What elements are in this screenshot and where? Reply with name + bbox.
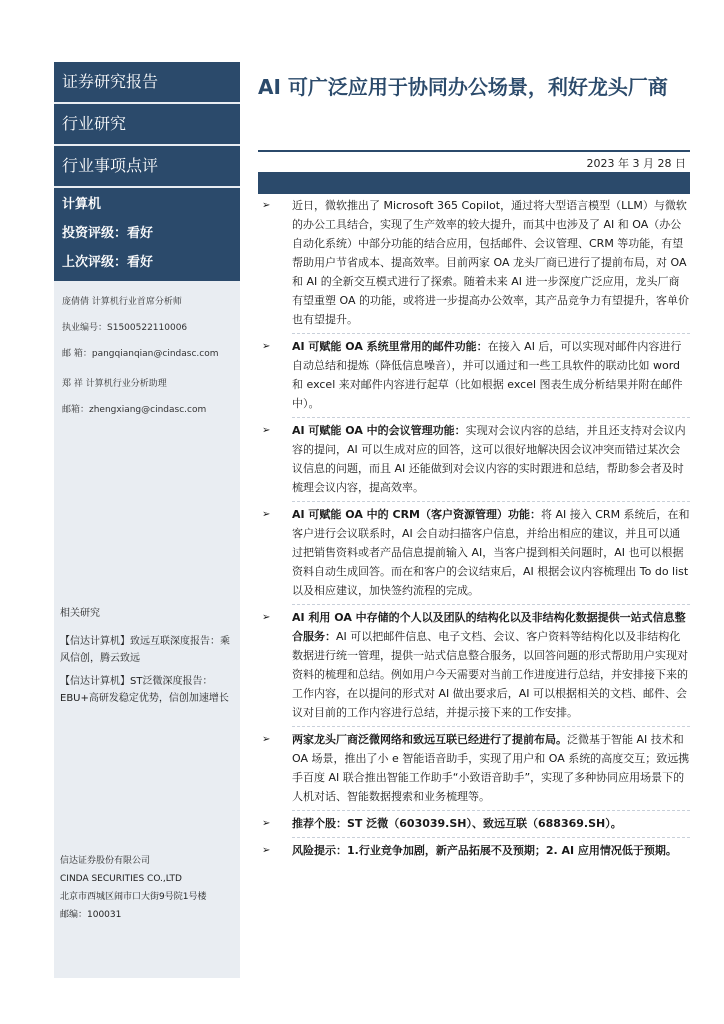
company-postcode: 邮编：100031 (60, 910, 122, 920)
bullet-lead: AI 可赋能 OA 中的会议管理功能： (292, 424, 466, 437)
company-en: CINDA SECURITIES CO.,LTD (60, 874, 182, 884)
arrow-bullet-icon: ➢ (262, 612, 271, 623)
bullet-divider (292, 333, 690, 334)
bullet-lead: 风险提示： (292, 844, 347, 857)
bullet-divider (292, 604, 690, 605)
bullet-text: 将 AI 接入 CRM 系统后，在和客户进行会议联系时，AI 会自动扫描客户信息，并给出相应的建议，并且可以通过把销售资料或者产品信息提前输入 AI，当客户提到相关问题时，AI 也可以根据资料自动生成回答。而在和客户的会议结束后，AI 根据会议内容梳理出 To do list 以及相应建议，加快签约流程的完成。 (292, 508, 690, 597)
prev-rating: 上次评级：看好 (62, 255, 154, 270)
bullet-divider (292, 837, 690, 838)
bullet-lead: AI 可赋能 OA 系统里常用的邮件功能： (292, 340, 488, 353)
arrow-bullet-icon: ➢ (262, 425, 271, 436)
company-address: 北京市西城区闹市口大街9号院1号楼 (60, 892, 207, 902)
rating: 投资评级：看好 (62, 226, 154, 241)
bullet-lead: AI 可赋能 OA 中的 CRM（客户资源管理）功能： (292, 508, 541, 521)
bullet-lead: 两家龙头厂商泛微网络和致远互联已经进行了提前布局。 (292, 733, 567, 746)
bullet-text: AI 可以把邮件信息、电子文档、会议、客户资料等结构化以及非结构化数据进行统一管理，提供一站式信息整合服务，以回答问题的形式帮助用户实现对资料的梳理和总结。例如用户今天需要对当前工作进度进行总结，并安排接下来的工作内容，在以提问的形式对 AI 做出要求后，AI 可以根据相关的文档、邮件、会议对目前的工作内容进行总结，并提示接下来的工作安排。 (292, 630, 688, 719)
bullet-paragraph (262, 505, 690, 600)
related-title: 相关研究 (60, 608, 100, 619)
bullet-divider (292, 501, 690, 502)
bullet-divider (292, 417, 690, 418)
analyst-2-email: 邮箱：zhengxiang@cindasc.com (62, 405, 207, 415)
category: 行业研究 (54, 104, 240, 144)
bullet-paragraph (262, 421, 690, 497)
bullet-text: 在接入 AI 后，可以实现对邮件内容进行自动总结和提炼（降低信息噪音），并可以通过和一些工具软件的联动比如 word 和 excel 来对邮件内容进行起草（比如根据 excel 图表生成分析结果并附在邮件中）。 (292, 340, 683, 410)
bullet-paragraph (262, 196, 690, 329)
related-item[interactable]: 【信达计算机】致远互联深度报告：乘风信创，腾云致远 (60, 636, 230, 664)
bullet-divider (292, 726, 690, 727)
bullet-text: 近日，微软推出了 Microsoft 365 Copilot，通过将大型语言模型（LLM）与微软的办公工具结合，实现了生产效率的较大提升，而其中也涉及了 AI 和 OA（办公自动化系统）中部分功能的结合应用，包括邮件、会议管理、CRM 等功能，有望帮助用户节省成本、提高效率。目前两家 OA 龙头厂商已进行了提前布局，对 OA 和 AI 的全新交互模式进行了探索。随着未来 AI 进一步深度广泛应用，龙头厂商有望重塑 OA 的功能，或将进一步提高办公效率，其产品竞争力有望提升，客单价也有望提升。 (292, 199, 689, 326)
company-name: 信达证券股份有限公司 (60, 856, 151, 866)
analyst-2-title: 郑 祥 计算机行业分析助理 (62, 379, 167, 389)
analyst-1-license: 执业编号：S1500522110006 (62, 323, 188, 333)
bullet-paragraph (262, 608, 690, 722)
industry: 计算机 (62, 197, 102, 212)
company-info (54, 852, 240, 924)
analyst-info (54, 295, 240, 417)
bullet-paragraph (262, 337, 690, 413)
report-type: 证券研究报告 (54, 62, 240, 102)
arrow-bullet-icon: ➢ (262, 509, 271, 520)
arrow-bullet-icon: ➢ (262, 200, 271, 211)
bullet-lead: AI 利用 OA 中存储的个人以及团队的结构化以及非结构化数据提供一站式信息整合服务： (292, 611, 686, 643)
rating-block (54, 188, 240, 281)
bullet-paragraph (262, 730, 690, 806)
bullet-lead: 推荐个股： (292, 817, 347, 830)
bullet-text: 实现对会议内容的总结，并且还支持对会议内容的提问，AI 可以生成对应的回答，这可以很好地解决因会议冲突而错过某次会议信息的问题，而且 AI 还能做到对会议内容的实时跟进和总结，帮助参会者及时梳理会议内容，提高效率。 (292, 424, 686, 494)
bullet-paragraph (262, 814, 690, 833)
arrow-bullet-icon: ➢ (262, 818, 271, 829)
related-research (54, 604, 240, 713)
page-title: AI 可广泛应用于协同办公场景，利好龙头厂商 (258, 75, 668, 99)
bullet-text: ST 泛微（603039.SH）、致远互联（688369.SH）。 (347, 817, 622, 830)
title-divider (258, 150, 690, 152)
bullet-text: 泛微基于智能 AI 技术和 OA 场景，推出了小 e 智能语音助手，实现了用户和 OA 系统的高度交互；致远携手百度 AI 联合推出智能工作助手“小致语音助手”，实现了多种协同应用场景下的人机对话、智能数据搜索和业务梳理等。 (292, 733, 690, 803)
bullet-divider (292, 810, 690, 811)
bullet-text: 1.行业竞争加剧，新产品拓展不及预期；2. AI 应用情况低于预期。 (347, 844, 677, 857)
subcategory: 行业事项点评 (54, 146, 240, 186)
sidebar (54, 62, 240, 978)
header-bar (258, 172, 690, 194)
analyst-1-title: 庞倩倩 计算机行业首席分析师 (62, 297, 182, 307)
report-date: 2023 年 3 月 28 日 (586, 157, 686, 170)
arrow-bullet-icon: ➢ (262, 341, 271, 352)
bullet-paragraph (262, 841, 690, 860)
arrow-bullet-icon: ➢ (262, 845, 271, 856)
analyst-1-email: 邮 箱：pangqianqian@cindasc.com (62, 349, 219, 359)
main-content (262, 196, 690, 868)
related-item[interactable]: 【信达计算机】ST泛微深度报告：EBU+高研发稳定优势，信创加速增长 (60, 676, 229, 704)
arrow-bullet-icon: ➢ (262, 734, 271, 745)
